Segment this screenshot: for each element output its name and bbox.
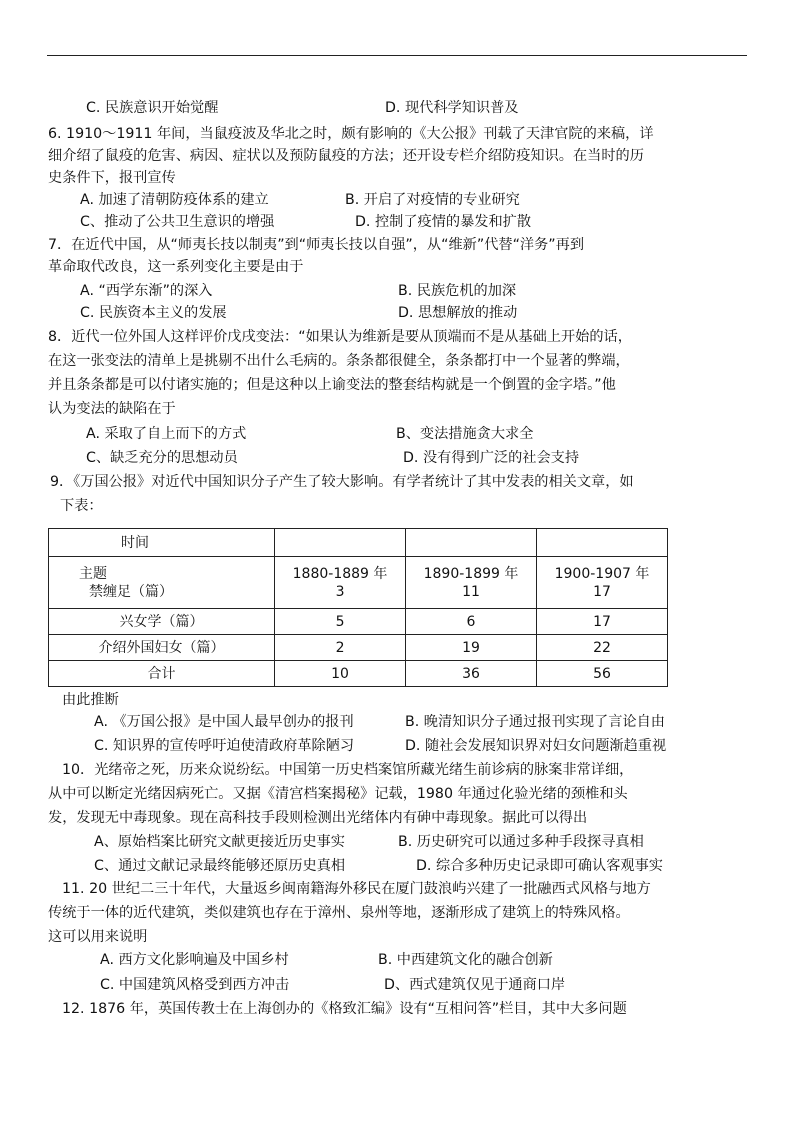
table-row <box>49 635 668 661</box>
period-cell <box>275 557 406 609</box>
table-row <box>49 609 668 635</box>
q7-option-b: B. 民族危机的加深 <box>398 283 517 299</box>
cell-value: 3 <box>335 583 345 600</box>
cell-value: 2 <box>275 635 406 661</box>
q8-line-4: 认为变法的缺陷在于 <box>48 401 176 417</box>
corner-time-label: 时间 <box>49 529 275 557</box>
q10-option-d: D. 综合多种历史记录即可确认客观事实 <box>416 858 663 874</box>
cell-value: 36 <box>406 661 537 687</box>
q5-option-c: C. 民族意识开始觉醒 <box>86 100 219 116</box>
corner-subject-cell <box>49 557 275 609</box>
q11-option-a: A. 西方文化影响遍及中国乡村 <box>100 952 289 968</box>
period-cell <box>406 557 537 609</box>
q11-line-2: 传统于一体的近代建筑，类似建筑也存在于漳州、泉州等地，逐渐形成了建筑上的特殊风格。 <box>48 905 630 921</box>
q7-line-1: 7．在近代中国，从“师夷长技以制夷”到“师夷长技以自强”，从“维新”代替“洋务”再到 <box>48 237 585 253</box>
q8-option-a: A. 采取了自上而下的方式 <box>86 426 247 442</box>
table-header-row-time <box>49 529 668 557</box>
q11-option-b: B. 中西建筑文化的融合创新 <box>378 952 553 968</box>
q9-option-d: D. 随社会发展知识界对妇女问题渐趋重视 <box>405 738 667 754</box>
q6-option-b: B. 开启了对疫情的专业研究 <box>345 192 520 208</box>
table-row <box>49 661 668 687</box>
q7-option-a: A. “西学东渐”的深入 <box>80 283 213 299</box>
q10-line-3: 发，发现无中毒现象。现在高科技手段则检测出光绪体内有砷中毒现象。据此可以得出 <box>48 810 588 826</box>
q9-option-b: B. 晚清知识分子通过报刊实现了言论自由 <box>405 714 665 730</box>
q11-option-d: D、西式建筑仅见于通商口岸 <box>384 977 566 993</box>
q8-option-d: D. 没有得到广泛的社会支持 <box>403 450 580 466</box>
corner-subject-label: 主题 <box>79 565 107 582</box>
period-label: 1880-1889 年 <box>292 565 388 582</box>
q6-line-3: 史条件下，报刊宣传 <box>48 170 176 186</box>
q8-line-2: 在这一张变法的清单上是挑剔不出什么毛病的。条条都很健全，条条都打中一个显著的弊端， <box>48 353 630 369</box>
q10-option-b: B. 历史研究可以通过多种手段探寻真相 <box>398 834 644 850</box>
row-label: 介绍外国妇女（篇） <box>49 635 275 661</box>
cell-value: 11 <box>462 583 480 600</box>
cell-value: 17 <box>593 583 611 600</box>
q12-line-1: 12. 1876 年，英国传教士在上海创办的《格致汇编》设有“互相问答”栏目，其中大多问题 <box>62 1001 627 1017</box>
table-row <box>49 557 668 609</box>
q9-line-2: 下表： <box>60 498 103 514</box>
q11-line-1: 11. 20 世纪二三十年代，大量返乡闽南籍海外移民在厦门鼓浪屿兴建了一批融西式风格与地方 <box>62 881 651 897</box>
q11-line-3: 这可以用来说明 <box>48 929 148 945</box>
q5-option-d: D. 现代科学知识普及 <box>385 100 519 116</box>
q8-option-c: C、缺乏充分的思想动员 <box>86 450 238 466</box>
row-label: 兴女学（篇） <box>49 609 275 635</box>
header-rule <box>47 55 747 56</box>
q6-line-2: 细介绍了鼠疫的危害、病因、症状以及预防鼠疫的方法；还开设专栏介绍防疫知识。在当时的历 <box>48 148 644 164</box>
q6-option-a: A. 加速了清朝防疫体系的建立 <box>80 192 269 208</box>
q11-option-c: C. 中国建筑风格受到西方冲击 <box>100 977 290 993</box>
q10-line-2: 从中可以断定光绪因病死亡。又据《清宫档案揭秘》记载，1980 年通过化验光绪的颈椎和头 <box>48 786 628 802</box>
q10-line-1: 10．光绪帝之死，历来众说纷纭。中国第一历史档案馆所藏光绪生前诊病的脉案非常详细， <box>62 762 634 778</box>
q6-option-c: C、推动了公共卫生意识的增强 <box>80 214 275 230</box>
q10-option-c: C、通过文献记录最终能够还原历史真相 <box>94 858 346 874</box>
q8-line-1: 8．近代一位外国人这样评价戊戌变法：“如果认为维新是要从顶端而不是从基础上开始的话， <box>48 329 632 345</box>
q7-line-2: 革命取代改良，这一系列变化主要是由于 <box>48 259 304 275</box>
q9-after-table: 由此推断 <box>62 692 119 708</box>
period-cell <box>536 557 667 609</box>
q6-option-d: D. 控制了疫情的暴发和扩散 <box>355 214 532 230</box>
q9-option-a: A. 《万国公报》是中国人最早创办的报刊 <box>94 714 354 730</box>
period-label: 1900-1907 年 <box>554 565 650 582</box>
row-label: 禁缠足（篇） <box>89 583 173 600</box>
cell-value: 6 <box>406 609 537 635</box>
q7-option-c: C. 民族资本主义的发展 <box>80 305 227 321</box>
q9-statistics-table <box>48 528 668 687</box>
cell-value: 5 <box>275 609 406 635</box>
cell-value: 10 <box>275 661 406 687</box>
cell-value: 22 <box>536 635 667 661</box>
row-label: 合计 <box>49 661 275 687</box>
cell-value: 19 <box>406 635 537 661</box>
cell-value: 17 <box>536 609 667 635</box>
q9-line-1: 9．《万国公报》对近代中国知识分子产生了较大影响。有学者统计了其中发表的相关文章，如 <box>50 474 634 490</box>
cell-value: 56 <box>536 661 667 687</box>
q8-line-3: 并且条条都是可以付诸实施的；但是这种以上谕变法的整套结构就是一个倒置的金字塔。”他 <box>48 377 616 393</box>
q9-option-c: C. 知识界的宣传呼吁迫使清政府革除陋习 <box>94 738 355 754</box>
q6-line-1: 6. 1910～1911 年间，当鼠疫波及华北之时，颇有影响的《大公报》刊载了天津官院的来稿，详 <box>48 126 654 142</box>
q10-option-a: A、原始档案比研究文献更接近历史事实 <box>94 834 345 850</box>
q7-option-d: D. 思想解放的推动 <box>398 305 518 321</box>
period-label: 1890-1899 年 <box>423 565 519 582</box>
q8-option-b: B、变法措施贪大求全 <box>396 426 534 442</box>
